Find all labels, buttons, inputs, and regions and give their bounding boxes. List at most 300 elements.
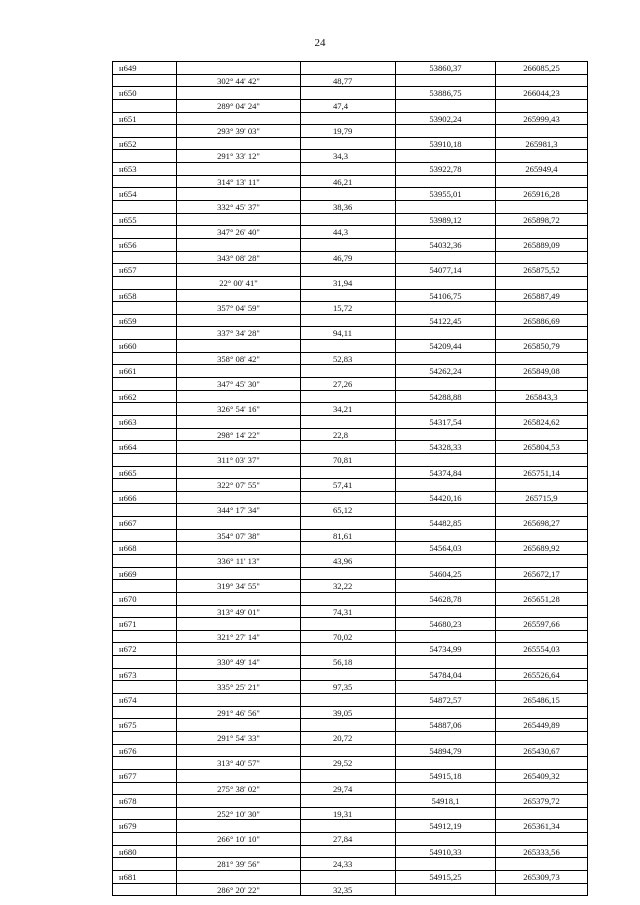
- direction-angle: 298° 14' 22": [176, 429, 300, 441]
- table-row: [112, 479, 588, 492]
- point-name: н674: [112, 694, 176, 706]
- segment-length: 34,21: [300, 403, 396, 415]
- direction-angle: 326° 54' 16": [176, 403, 300, 415]
- x-coordinate: 54209,44: [396, 340, 496, 352]
- x-coordinate: 53955,01: [396, 188, 496, 200]
- point-name: [112, 201, 176, 213]
- segment-length: 74,31: [300, 606, 396, 618]
- segment-length: 47,4: [300, 100, 396, 112]
- x-coordinate: 54680,23: [396, 618, 496, 630]
- angle-cell: [176, 239, 300, 251]
- table-row: [112, 201, 588, 214]
- point-name: [112, 75, 176, 87]
- direction-angle: 275° 38' 02": [176, 783, 300, 795]
- point-name: н652: [112, 138, 176, 150]
- table-row: [112, 681, 588, 694]
- length-cell: [300, 163, 396, 175]
- x-coordinate: 54604,25: [396, 568, 496, 580]
- y-coordinate: 265804,53: [496, 441, 588, 453]
- table-row: [112, 808, 588, 821]
- point-name: н678: [112, 795, 176, 807]
- point-name: н677: [112, 770, 176, 782]
- table-row: [112, 871, 588, 884]
- y-coordinate: 265898,72: [496, 214, 588, 226]
- segment-length: 22,8: [300, 429, 396, 441]
- x-coordinate: [396, 201, 496, 213]
- table-row: [112, 252, 588, 265]
- direction-angle: 337° 34' 28": [176, 327, 300, 339]
- x-coordinate: [396, 530, 496, 542]
- point-name: н662: [112, 391, 176, 403]
- table-row: [112, 542, 588, 555]
- table-row: [112, 492, 588, 505]
- angle-cell: [176, 593, 300, 605]
- y-coordinate: [496, 555, 588, 567]
- length-cell: [300, 290, 396, 302]
- length-cell: [300, 214, 396, 226]
- length-cell: [300, 62, 396, 74]
- x-coordinate: [396, 858, 496, 870]
- y-coordinate: [496, 757, 588, 769]
- y-coordinate: [496, 252, 588, 264]
- table-row: [112, 125, 588, 138]
- segment-length: 19,31: [300, 808, 396, 820]
- table-row: [112, 858, 588, 871]
- x-coordinate: 54912,19: [396, 820, 496, 832]
- table-row: [112, 290, 588, 303]
- point-name: [112, 631, 176, 643]
- x-coordinate: [396, 75, 496, 87]
- table-row: [112, 504, 588, 517]
- y-coordinate: 265651,28: [496, 593, 588, 605]
- y-coordinate: 265554,03: [496, 643, 588, 655]
- segment-length: 43,96: [300, 555, 396, 567]
- table-row: [112, 188, 588, 201]
- segment-length: 15,72: [300, 302, 396, 314]
- y-coordinate: 265886,69: [496, 315, 588, 327]
- y-coordinate: [496, 606, 588, 618]
- direction-angle: 357° 04' 59": [176, 302, 300, 314]
- point-name: н675: [112, 719, 176, 731]
- angle-cell: [176, 871, 300, 883]
- length-cell: [300, 542, 396, 554]
- angle-cell: [176, 820, 300, 832]
- angle-cell: [176, 87, 300, 99]
- direction-angle: 332° 45' 37": [176, 201, 300, 213]
- direction-angle: 289° 04' 24": [176, 100, 300, 112]
- direction-angle: 266° 10' 10": [176, 833, 300, 845]
- x-coordinate: [396, 631, 496, 643]
- x-coordinate: 53860,37: [396, 62, 496, 74]
- x-coordinate: 54872,57: [396, 694, 496, 706]
- table-row: [112, 176, 588, 189]
- point-name: [112, 277, 176, 289]
- x-coordinate: 54106,75: [396, 290, 496, 302]
- x-coordinate: [396, 176, 496, 188]
- length-cell: [300, 795, 396, 807]
- table-row: [112, 353, 588, 366]
- length-cell: [300, 315, 396, 327]
- point-name: н672: [112, 643, 176, 655]
- table-row: [112, 429, 588, 442]
- length-cell: [300, 188, 396, 200]
- table-row: [112, 833, 588, 846]
- direction-angle: 322° 07' 55": [176, 479, 300, 491]
- point-name: [112, 656, 176, 668]
- table-row: [112, 631, 588, 644]
- y-coordinate: 265672,17: [496, 568, 588, 580]
- point-name: [112, 429, 176, 441]
- table-row: [112, 770, 588, 783]
- point-name: [112, 707, 176, 719]
- length-cell: [300, 745, 396, 757]
- point-name: [112, 353, 176, 365]
- angle-cell: [176, 188, 300, 200]
- segment-length: 29,52: [300, 757, 396, 769]
- direction-angle: 291° 54' 33": [176, 732, 300, 744]
- x-coordinate: 53922,78: [396, 163, 496, 175]
- point-name: [112, 378, 176, 390]
- direction-angle: 347° 26' 40": [176, 226, 300, 238]
- x-coordinate: 54374,84: [396, 467, 496, 479]
- segment-length: 65,12: [300, 504, 396, 516]
- y-coordinate: 265361,34: [496, 820, 588, 832]
- angle-cell: [176, 643, 300, 655]
- angle-cell: [176, 745, 300, 757]
- point-name: [112, 454, 176, 466]
- y-coordinate: 265981,3: [496, 138, 588, 150]
- length-cell: [300, 138, 396, 150]
- direction-angle: 252° 10' 30": [176, 808, 300, 820]
- length-cell: [300, 113, 396, 125]
- segment-length: 19,79: [300, 125, 396, 137]
- length-cell: [300, 391, 396, 403]
- y-coordinate: 265689,92: [496, 542, 588, 554]
- table-row: [112, 150, 588, 163]
- point-name: н679: [112, 820, 176, 832]
- direction-angle: 291° 46' 56": [176, 707, 300, 719]
- segment-length: 52,83: [300, 353, 396, 365]
- table-row: [112, 315, 588, 328]
- y-coordinate: 266044,23: [496, 87, 588, 99]
- y-coordinate: [496, 732, 588, 744]
- y-coordinate: 265849,08: [496, 365, 588, 377]
- point-name: н649: [112, 62, 176, 74]
- y-coordinate: [496, 681, 588, 693]
- point-name: н670: [112, 593, 176, 605]
- y-coordinate: [496, 631, 588, 643]
- segment-length: 70,02: [300, 631, 396, 643]
- segment-length: 81,61: [300, 530, 396, 542]
- page-number: 24: [314, 37, 326, 49]
- y-coordinate: [496, 176, 588, 188]
- point-name: н680: [112, 846, 176, 858]
- segment-length: 32,22: [300, 580, 396, 592]
- x-coordinate: 54564,03: [396, 542, 496, 554]
- angle-cell: [176, 365, 300, 377]
- angle-cell: [176, 618, 300, 630]
- y-coordinate: [496, 100, 588, 112]
- table-row: [112, 732, 588, 745]
- segment-length: 20,72: [300, 732, 396, 744]
- table-row: [112, 517, 588, 530]
- angle-cell: [176, 264, 300, 276]
- y-coordinate: [496, 530, 588, 542]
- x-coordinate: [396, 833, 496, 845]
- segment-length: 48,77: [300, 75, 396, 87]
- x-coordinate: 54420,16: [396, 492, 496, 504]
- angle-cell: [176, 163, 300, 175]
- y-coordinate: 265309,73: [496, 871, 588, 883]
- point-name: н664: [112, 441, 176, 453]
- x-coordinate: [396, 504, 496, 516]
- table-row: [112, 530, 588, 543]
- table-row: [112, 745, 588, 758]
- point-name: [112, 783, 176, 795]
- length-cell: [300, 846, 396, 858]
- angle-cell: [176, 694, 300, 706]
- x-coordinate: 54915,25: [396, 871, 496, 883]
- table-row: [112, 593, 588, 606]
- y-coordinate: 266085,25: [496, 62, 588, 74]
- table-row: [112, 163, 588, 176]
- segment-length: 94,11: [300, 327, 396, 339]
- y-coordinate: 265698,27: [496, 517, 588, 529]
- segment-length: 31,94: [300, 277, 396, 289]
- segment-length: 39,05: [300, 707, 396, 719]
- table-row: [112, 441, 588, 454]
- table-row: [112, 378, 588, 391]
- direction-angle: 336° 11' 13": [176, 555, 300, 567]
- length-cell: [300, 568, 396, 580]
- y-coordinate: [496, 429, 588, 441]
- x-coordinate: [396, 302, 496, 314]
- y-coordinate: 265999,43: [496, 113, 588, 125]
- x-coordinate: [396, 656, 496, 668]
- direction-angle: 302° 44' 42": [176, 75, 300, 87]
- table-row: [112, 391, 588, 404]
- point-name: [112, 302, 176, 314]
- segment-length: 32,35: [300, 884, 396, 896]
- x-coordinate: [396, 100, 496, 112]
- x-coordinate: [396, 150, 496, 162]
- point-name: н653: [112, 163, 176, 175]
- table-row: [112, 454, 588, 467]
- length-cell: [300, 643, 396, 655]
- y-coordinate: [496, 858, 588, 870]
- table-row: [112, 214, 588, 227]
- table-row: [112, 62, 588, 75]
- x-coordinate: [396, 808, 496, 820]
- y-coordinate: [496, 302, 588, 314]
- length-cell: [300, 365, 396, 377]
- point-name: [112, 100, 176, 112]
- table-row: [112, 239, 588, 252]
- table-row: [112, 884, 588, 897]
- y-coordinate: [496, 808, 588, 820]
- x-coordinate: 54915,18: [396, 770, 496, 782]
- y-coordinate: [496, 75, 588, 87]
- length-cell: [300, 871, 396, 883]
- x-coordinate: [396, 555, 496, 567]
- point-name: [112, 681, 176, 693]
- point-name: [112, 808, 176, 820]
- segment-length: 56,18: [300, 656, 396, 668]
- y-coordinate: 265379,72: [496, 795, 588, 807]
- direction-angle: 354° 07' 38": [176, 530, 300, 542]
- point-name: [112, 252, 176, 264]
- point-name: н663: [112, 416, 176, 428]
- direction-angle: 358° 08' 42": [176, 353, 300, 365]
- direction-angle: 343° 08' 28": [176, 252, 300, 264]
- length-cell: [300, 416, 396, 428]
- x-coordinate: 54122,45: [396, 315, 496, 327]
- x-coordinate: [396, 707, 496, 719]
- x-coordinate: 54077,14: [396, 264, 496, 276]
- y-coordinate: 265889,09: [496, 239, 588, 251]
- y-coordinate: 265449,89: [496, 719, 588, 731]
- direction-angle: 319° 34' 55": [176, 580, 300, 592]
- segment-length: 38,36: [300, 201, 396, 213]
- segment-length: 46,21: [300, 176, 396, 188]
- y-coordinate: [496, 150, 588, 162]
- angle-cell: [176, 315, 300, 327]
- x-coordinate: 54887,06: [396, 719, 496, 731]
- point-name: [112, 530, 176, 542]
- length-cell: [300, 517, 396, 529]
- point-name: [112, 226, 176, 238]
- x-coordinate: 54918,1: [396, 795, 496, 807]
- point-name: н661: [112, 365, 176, 377]
- length-cell: [300, 694, 396, 706]
- angle-cell: [176, 492, 300, 504]
- point-name: н673: [112, 669, 176, 681]
- table-row: [112, 100, 588, 113]
- table-row: [112, 606, 588, 619]
- table-row: [112, 618, 588, 631]
- table-row: [112, 783, 588, 796]
- x-coordinate: 54317,54: [396, 416, 496, 428]
- table-row: [112, 580, 588, 593]
- y-coordinate: 265850,79: [496, 340, 588, 352]
- x-coordinate: 54910,33: [396, 846, 496, 858]
- x-coordinate: [396, 353, 496, 365]
- table-row: [112, 302, 588, 315]
- point-name: н657: [112, 264, 176, 276]
- y-coordinate: 265751,14: [496, 467, 588, 479]
- angle-cell: [176, 542, 300, 554]
- angle-cell: [176, 517, 300, 529]
- length-cell: [300, 719, 396, 731]
- y-coordinate: 265430,67: [496, 745, 588, 757]
- length-cell: [300, 669, 396, 681]
- angle-cell: [176, 138, 300, 150]
- table-row: [112, 416, 588, 429]
- point-name: н669: [112, 568, 176, 580]
- direction-angle: 347° 45' 30": [176, 378, 300, 390]
- x-coordinate: 54328,33: [396, 441, 496, 453]
- angle-cell: [176, 340, 300, 352]
- point-name: [112, 479, 176, 491]
- table-row: [112, 555, 588, 568]
- angle-cell: [176, 441, 300, 453]
- y-coordinate: [496, 125, 588, 137]
- direction-angle: 313° 49' 01": [176, 606, 300, 618]
- table-row: [112, 669, 588, 682]
- point-name: [112, 504, 176, 516]
- y-coordinate: [496, 479, 588, 491]
- segment-length: 97,35: [300, 681, 396, 693]
- table-row: [112, 656, 588, 669]
- y-coordinate: 265486,15: [496, 694, 588, 706]
- x-coordinate: 53910,18: [396, 138, 496, 150]
- point-name: [112, 403, 176, 415]
- point-name: [112, 150, 176, 162]
- direction-angle: 311° 03' 37": [176, 454, 300, 466]
- table-row: [112, 707, 588, 720]
- x-coordinate: [396, 429, 496, 441]
- length-cell: [300, 264, 396, 276]
- angle-cell: [176, 62, 300, 74]
- point-name: [112, 757, 176, 769]
- table-row: [112, 327, 588, 340]
- segment-length: 27,84: [300, 833, 396, 845]
- x-coordinate: [396, 378, 496, 390]
- point-name: н660: [112, 340, 176, 352]
- y-coordinate: [496, 353, 588, 365]
- direction-angle: 344° 17' 34": [176, 504, 300, 516]
- table-row: [112, 694, 588, 707]
- y-coordinate: 265887,49: [496, 290, 588, 302]
- x-coordinate: 54734,99: [396, 643, 496, 655]
- direction-angle: 286° 20' 22": [176, 884, 300, 896]
- table-row: [112, 820, 588, 833]
- y-coordinate: 265824,62: [496, 416, 588, 428]
- direction-angle: 291° 33' 12": [176, 150, 300, 162]
- x-coordinate: [396, 884, 496, 896]
- y-coordinate: [496, 226, 588, 238]
- direction-angle: 330° 49' 14": [176, 656, 300, 668]
- table-row: [112, 795, 588, 808]
- x-coordinate: [396, 403, 496, 415]
- table-row: [112, 846, 588, 859]
- point-name: [112, 833, 176, 845]
- y-coordinate: 265916,28: [496, 188, 588, 200]
- point-name: [112, 858, 176, 870]
- angle-cell: [176, 391, 300, 403]
- table-row: [112, 138, 588, 151]
- x-coordinate: [396, 580, 496, 592]
- y-coordinate: 265949,4: [496, 163, 588, 175]
- x-coordinate: [396, 783, 496, 795]
- y-coordinate: 265875,52: [496, 264, 588, 276]
- point-name: н654: [112, 188, 176, 200]
- x-coordinate: 54288,88: [396, 391, 496, 403]
- y-coordinate: [496, 707, 588, 719]
- point-name: [112, 606, 176, 618]
- x-coordinate: 53886,75: [396, 87, 496, 99]
- segment-length: 46,79: [300, 252, 396, 264]
- angle-cell: [176, 846, 300, 858]
- y-coordinate: 265597,66: [496, 618, 588, 630]
- angle-cell: [176, 416, 300, 428]
- table-row: [112, 467, 588, 480]
- x-coordinate: 54262,24: [396, 365, 496, 377]
- point-name: н666: [112, 492, 176, 504]
- direction-angle: 293° 39' 03": [176, 125, 300, 137]
- segment-length: 34,3: [300, 150, 396, 162]
- point-name: н665: [112, 467, 176, 479]
